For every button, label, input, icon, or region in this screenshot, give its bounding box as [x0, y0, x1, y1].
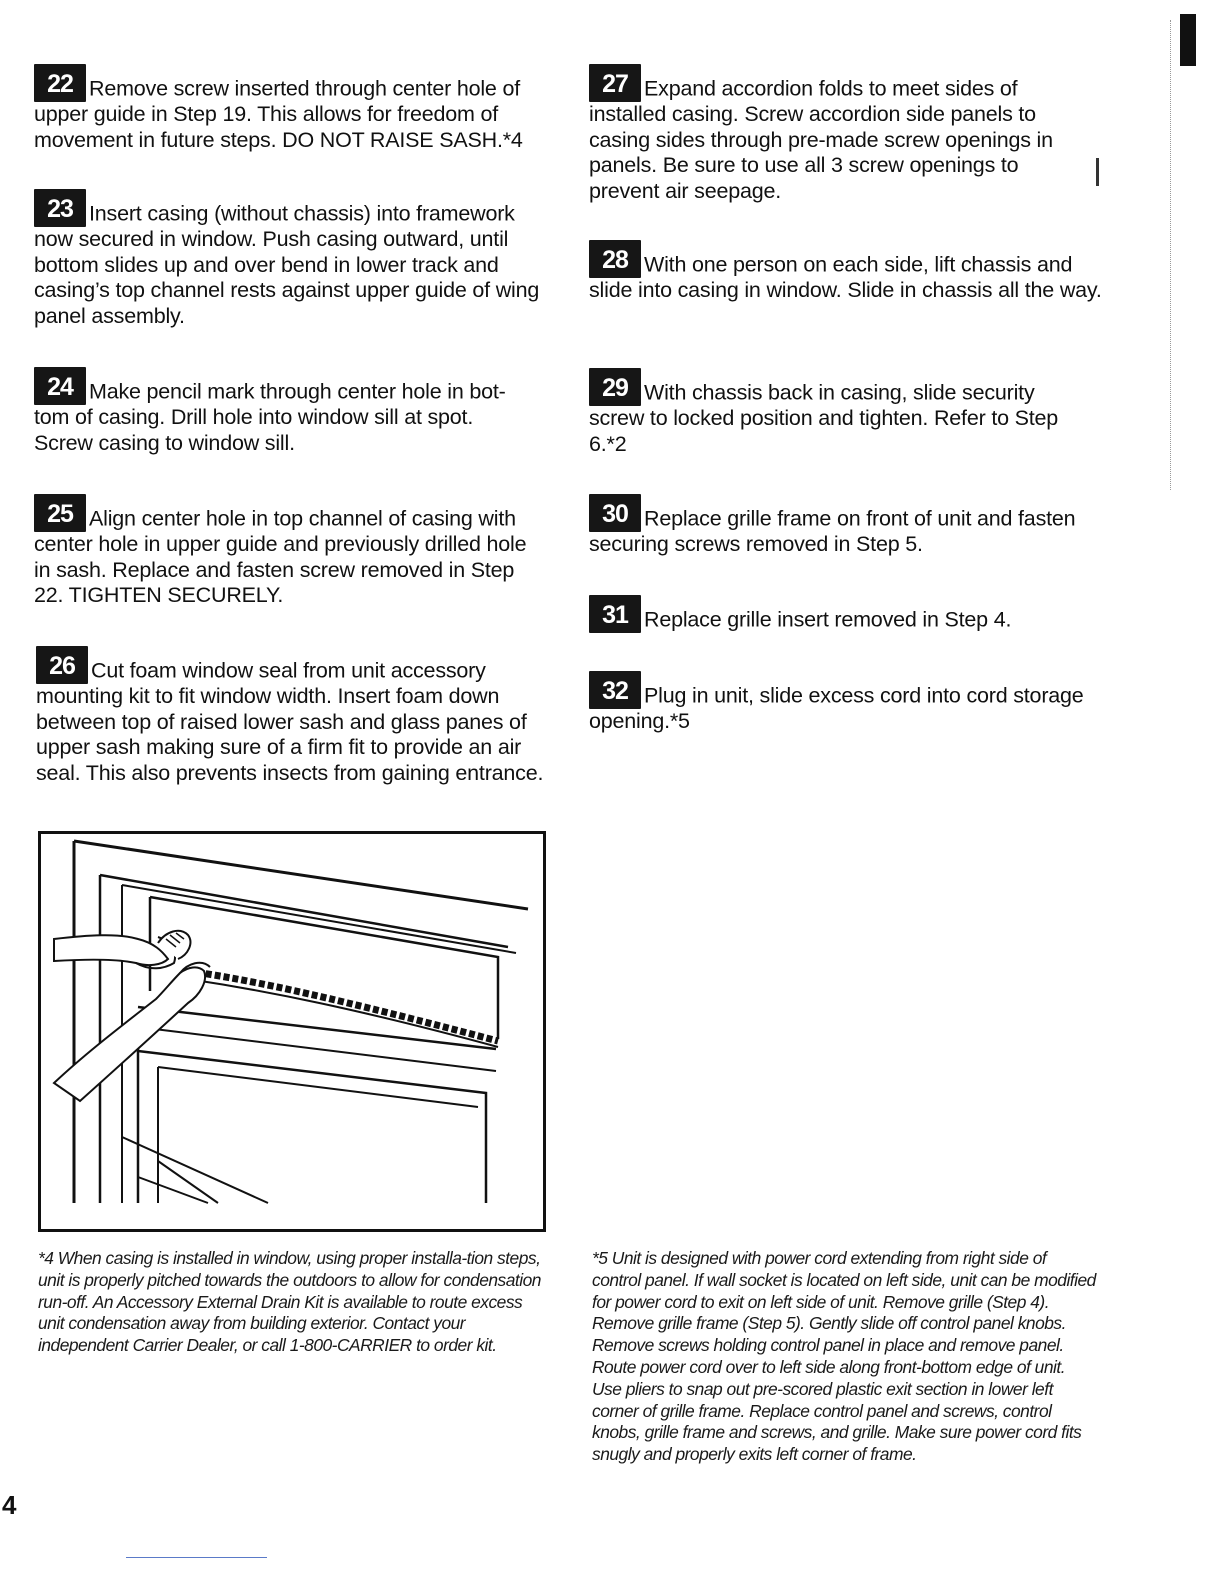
step-text: Cut foam window seal from unit accessory mounting kit to fit window width. Insert foam down between top of raised lower sash and glass panes of upper sash making sure of a firm fit to provide an air seal. This also prevents insects from gaining entrance. — [36, 658, 544, 785]
step-number-badge: 29 — [589, 368, 641, 406]
step-29 — [589, 368, 1069, 457]
step-text: Insert casing (without chassis) into framework now secured in window. Push casing outward, until bottom slides up and over bend in lower track and casing’s top channel rests against upper guide of wing panel assembly. — [34, 201, 540, 328]
step-number-badge: 23 — [34, 189, 86, 227]
binding-edge-mark — [1180, 14, 1196, 66]
step-25 — [34, 494, 546, 609]
bottom-rule — [126, 1557, 267, 1558]
step-number-badge: 25 — [34, 494, 86, 532]
step-number-badge: 26 — [36, 646, 88, 684]
step-number-badge: 27 — [589, 64, 641, 102]
step-32 — [589, 671, 1109, 735]
window-seal-illustration — [38, 831, 546, 1232]
step-text: Replace grille frame on front of unit and fasten securing screws removed in Step 5. — [589, 506, 1076, 556]
step-number-badge: 32 — [589, 671, 641, 709]
step-28 — [589, 240, 1109, 304]
scan-speck-mark — [1096, 158, 1099, 186]
step-text: Remove screw inserted through center hole of upper guide in Step 19. This allows for freedom of movement in future steps. DO NOT RAISE SASH.*4 — [34, 76, 523, 152]
step-text: With one person on each side, lift chassis and slide into casing in window. Slide in chassis all the way. — [589, 252, 1102, 302]
step-number-badge: 31 — [589, 595, 641, 633]
step-text: Make pencil mark through center hole in bot-tom of casing. Drill hole into window sill at spot. Screw casing to window sill. — [34, 379, 506, 455]
step-text: Align center hole in top channel of casing with center hole in upper guide and previously drilled hole in sash. Replace and fasten screw removed in Step 22. TIGHTEN SECURELY. — [34, 506, 527, 607]
step-text: Replace grille insert removed in Step 4. — [644, 607, 1012, 632]
step-27 — [589, 64, 1089, 204]
step-24 — [34, 367, 534, 456]
step-23 — [34, 189, 544, 329]
step-30 — [589, 494, 1109, 558]
step-31 — [589, 595, 1109, 633]
step-text: Plug in unit, slide excess cord into cord storage opening.*5 — [589, 683, 1084, 733]
step-text: With chassis back in casing, slide security screw to locked position and tighten. Refer to Step 6.*2 — [589, 380, 1059, 456]
step-text: Expand accordion folds to meet sides of installed casing. Screw accordion side panels to casing sides through pre-made screw openings in panels. Be sure to use all 3 screw openings to prevent air seepage. — [589, 76, 1053, 203]
binding-edge-line — [1170, 20, 1172, 490]
step-22 — [34, 64, 554, 153]
footnote-4: *4 When casing is installed in window, using proper installa-tion steps, unit is properly pitched towards the outdoors to allow for condensation run-off. An Accessory External Drain Kit is available to route excess unit condensation away from building exterior. Contact your independent Carrier Dealer, or call 1-800-CARRIER to order kit. — [38, 1248, 541, 1356]
step-number-badge: 24 — [34, 367, 86, 405]
page-number: 4 — [2, 1490, 17, 1520]
footnote-5: *5 Unit is designed with power cord extending from right side of control panel. If wall socket is located on left side, unit can be modified for power cord to exit on left side of unit. Remove grille (Step 4). Remove grille frame (Step 5). Gently slide off control panel knobs. Remove screws holding control panel in place and remove panel. Route power cord over to left side along front-bottom edge of unit. Use pliers to snap out pre-scored plastic exit section in lower left corner of grille frame. Replace control panel and screws, control knobs, grille frame and screws, and grille. Make sure power cord fits snugly and properly exits left corner of frame. — [592, 1248, 1096, 1465]
step-number-badge: 30 — [589, 494, 641, 532]
step-number-badge: 28 — [589, 240, 641, 278]
step-26 — [36, 646, 552, 786]
step-number-badge: 22 — [34, 64, 86, 102]
